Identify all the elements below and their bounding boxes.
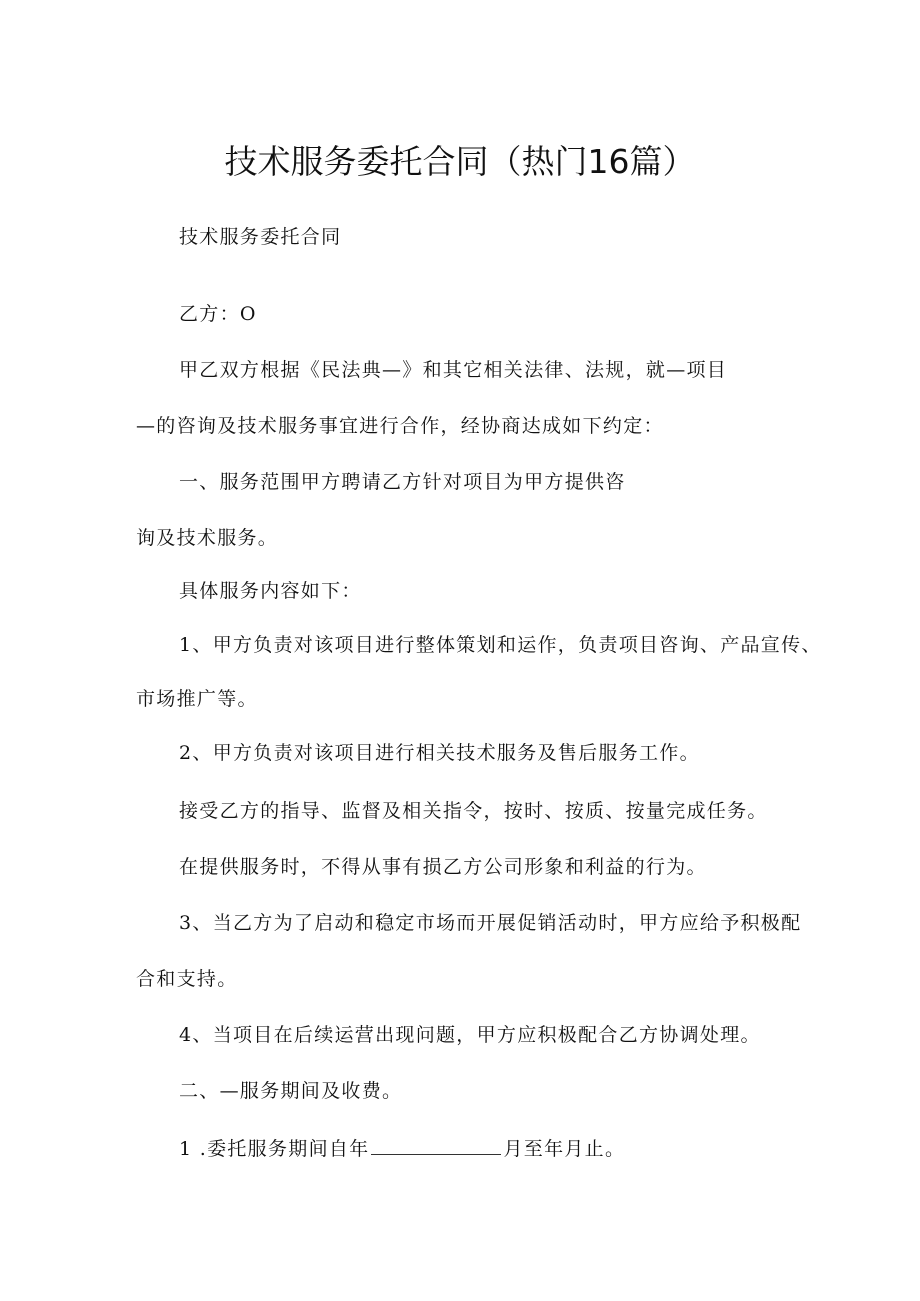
service-period-suffix: 月至年月止。 xyxy=(503,1138,626,1160)
service-period-line xyxy=(179,1136,625,1162)
item-3-line-1: 3、当乙方为了启动和稳定市场而开展促销活动时，甲方应给予积极配 xyxy=(179,912,802,934)
accept-guidance-line: 接受乙方的指导、监督及相关指令，按时、按质、按量完成任务。 xyxy=(179,800,768,822)
section-1-line-1: 一、服务范围甲方聘请乙方针对项目为甲方提供咨 xyxy=(179,471,626,493)
item-2: 2、甲方负责对该项目进行相关技术服务及售后服务工作。 xyxy=(179,742,700,764)
item-4: 4、当项目在后续运营出现问题，甲方应积极配合乙方协调处理。 xyxy=(179,1024,761,1046)
service-period-prefix: 1 .委托服务期间自年 xyxy=(179,1138,370,1160)
section-1-line-2: 询及技术服务。 xyxy=(136,527,279,549)
item-1-line-2: 市场推广等。 xyxy=(136,688,258,710)
intro-paragraph-line-1: 甲乙双方根据《民法典—》和其它相关法律、法规，就—项目 xyxy=(179,359,728,381)
document-title: 技术服务委托合同（热门16篇） xyxy=(224,142,696,181)
item-3-line-2: 合和支持。 xyxy=(136,968,238,990)
intro-paragraph-line-2: —的咨询及技术服务事宜进行合作，经协商达成如下约定： xyxy=(136,415,664,437)
party-b-line: 乙方：O xyxy=(179,303,257,325)
conduct-line: 在提供服务时，不得从事有损乙方公司形象和利益的行为。 xyxy=(179,856,707,878)
date-blank xyxy=(371,1136,501,1155)
item-1-line-1: 1、甲方负责对该项目进行整体策划和运作，负责项目咨询、产品宣传、 xyxy=(179,634,822,656)
section-2-heading: 二、—服务期间及收费。 xyxy=(179,1080,403,1102)
service-content-intro: 具体服务内容如下： xyxy=(179,580,362,602)
contract-subtitle: 技术服务委托合同 xyxy=(179,226,342,248)
